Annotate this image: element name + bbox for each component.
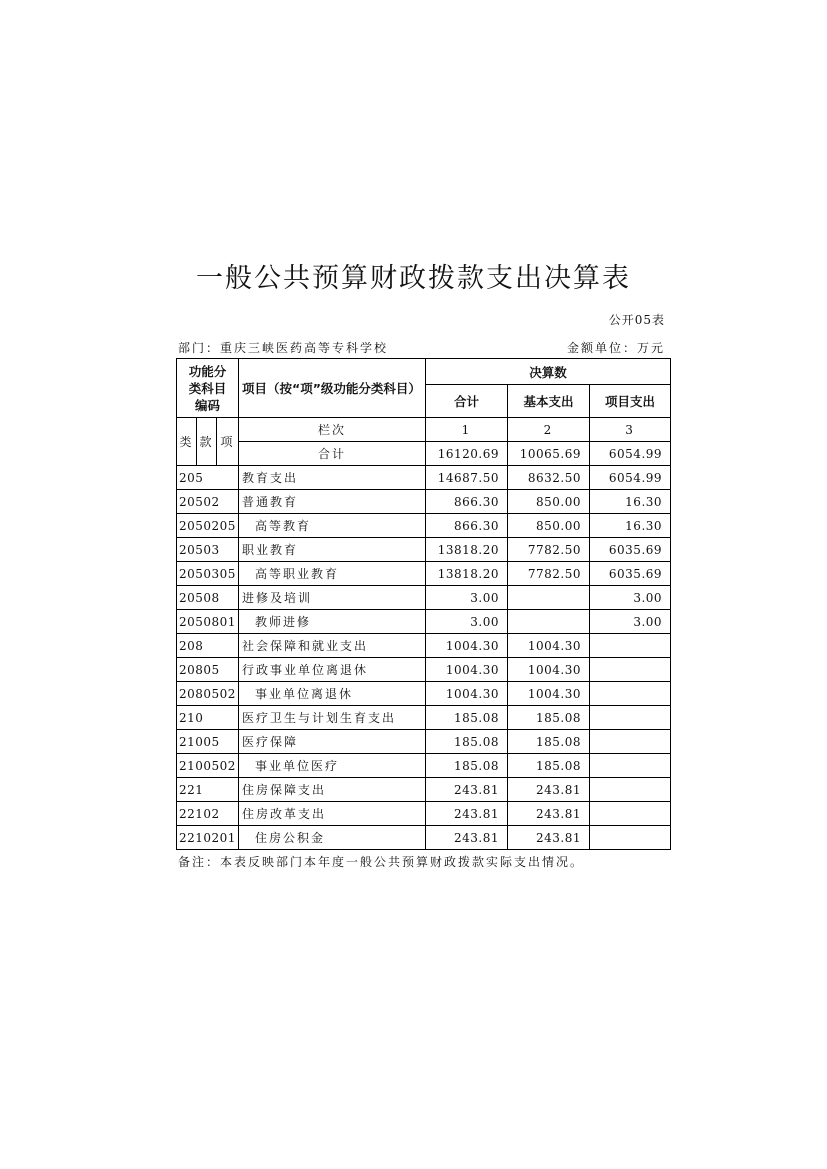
row-code: 22102: [177, 802, 239, 826]
row-project: 3.00: [590, 586, 671, 610]
unit-label: 金额单位：万元: [566, 341, 665, 355]
row-project: [590, 826, 671, 850]
row-code: 2080502: [177, 682, 239, 706]
row-basic: 243.81: [508, 826, 590, 850]
row-code: 2050305: [177, 562, 239, 586]
table-row: [177, 466, 671, 490]
header-final-amount: 决算数: [426, 359, 671, 385]
row-basic: 185.08: [508, 706, 590, 730]
sum-project: 6054.99: [590, 442, 671, 466]
row-basic: 850.00: [508, 490, 590, 514]
row-code: 20805: [177, 658, 239, 682]
header-basic: 基本支出: [508, 385, 590, 418]
row-basic: [508, 610, 590, 634]
header-item: 项目（按“项”级功能分类科目）: [239, 359, 426, 418]
header-lanci: 栏次: [239, 418, 426, 442]
row-project: [590, 634, 671, 658]
header-project: 项目支出: [590, 385, 671, 418]
row-total: 866.30: [426, 490, 508, 514]
sum-basic: 10065.69: [508, 442, 590, 466]
row-total: 1004.30: [426, 682, 508, 706]
row-code: 20508: [177, 586, 239, 610]
table-row: [177, 490, 671, 514]
row-basic: 185.08: [508, 730, 590, 754]
sum-total: 16120.69: [426, 442, 508, 466]
row-item-name: 社会保障和就业支出: [239, 634, 426, 658]
table-row: [177, 562, 671, 586]
row-project: [590, 802, 671, 826]
row-project: 3.00: [590, 610, 671, 634]
row-project: 6035.69: [590, 562, 671, 586]
row-item-name: 高等职业教育: [239, 562, 426, 586]
table-row: [177, 514, 671, 538]
row-item-name: 住房保障支出: [239, 778, 426, 802]
table-row: [177, 658, 671, 682]
row-total: 243.81: [426, 802, 508, 826]
row-code: 21005: [177, 730, 239, 754]
table-row: [177, 802, 671, 826]
table-row: [177, 610, 671, 634]
page-title: 一般公共预算财政拨款支出决算表: [196, 263, 631, 294]
footnote: 备注：本表反映部门本年度一般公共预算财政拨款实际支出情况。: [178, 855, 585, 869]
row-basic: 1004.30: [508, 682, 590, 706]
row-item-name: 住房改革支出: [239, 802, 426, 826]
row-total: 185.08: [426, 754, 508, 778]
row-code: 2050205: [177, 514, 239, 538]
row-basic: 7782.50: [508, 538, 590, 562]
row-total: 14687.50: [426, 466, 508, 490]
row-item-name: 高等教育: [239, 514, 426, 538]
row-item-name: 行政事业单位离退休: [239, 658, 426, 682]
row-basic: 1004.30: [508, 634, 590, 658]
row-total: 243.81: [426, 778, 508, 802]
department-label: 部门：重庆三峡医药高等专科学校: [178, 341, 389, 355]
row-project: [590, 682, 671, 706]
row-basic: 243.81: [508, 778, 590, 802]
row-project: [590, 706, 671, 730]
row-basic: 850.00: [508, 514, 590, 538]
sum-label: 合计: [239, 442, 426, 466]
row-item-name: 进修及培训: [239, 586, 426, 610]
row-code: 2050801: [177, 610, 239, 634]
row-project: 16.30: [590, 490, 671, 514]
table-row: [177, 778, 671, 802]
header-col1: 1: [426, 418, 508, 442]
header-lei: 类: [177, 418, 197, 466]
row-code: 2100502: [177, 754, 239, 778]
row-project: 6035.69: [590, 538, 671, 562]
row-basic: 7782.50: [508, 562, 590, 586]
row-item-name: 教师进修: [239, 610, 426, 634]
row-project: [590, 730, 671, 754]
header-func-code: 功能分类科目编码: [177, 359, 239, 418]
table-row: [177, 826, 671, 850]
row-project: [590, 778, 671, 802]
row-total: 3.00: [426, 610, 508, 634]
header-col3: 3: [590, 418, 671, 442]
table-row: [177, 730, 671, 754]
row-basic: 185.08: [508, 754, 590, 778]
header-kuan: 款: [197, 418, 217, 466]
row-total: 3.00: [426, 586, 508, 610]
table-row: [177, 706, 671, 730]
table-row: [177, 538, 671, 562]
row-project: 16.30: [590, 514, 671, 538]
expenditure-table: [176, 358, 671, 850]
header-total: 合计: [426, 385, 508, 418]
header-xiang: 项: [217, 418, 239, 466]
row-total: 13818.20: [426, 562, 508, 586]
row-project: [590, 754, 671, 778]
row-total: 1004.30: [426, 634, 508, 658]
row-total: 185.08: [426, 730, 508, 754]
row-item-name: 教育支出: [239, 466, 426, 490]
row-item-name: 住房公积金: [239, 826, 426, 850]
row-basic: 8632.50: [508, 466, 590, 490]
row-code: 221: [177, 778, 239, 802]
table-row: [177, 586, 671, 610]
row-item-name: 普通教育: [239, 490, 426, 514]
table-row: [177, 634, 671, 658]
row-item-name: 事业单位医疗: [239, 754, 426, 778]
row-code: 20503: [177, 538, 239, 562]
row-project: [590, 658, 671, 682]
row-basic: 243.81: [508, 802, 590, 826]
row-basic: 1004.30: [508, 658, 590, 682]
table-row: [177, 754, 671, 778]
row-total: 13818.20: [426, 538, 508, 562]
row-total: 1004.30: [426, 658, 508, 682]
row-item-name: 职业教育: [239, 538, 426, 562]
row-code: 208: [177, 634, 239, 658]
header-col2: 2: [508, 418, 590, 442]
form-number: 公开05表: [608, 313, 665, 327]
row-item-name: 事业单位离退休: [239, 682, 426, 706]
table-row: [177, 682, 671, 706]
row-basic: [508, 586, 590, 610]
row-total: 866.30: [426, 514, 508, 538]
row-item-name: 医疗卫生与计划生育支出: [239, 706, 426, 730]
row-code: 20502: [177, 490, 239, 514]
row-total: 185.08: [426, 706, 508, 730]
row-item-name: 医疗保障: [239, 730, 426, 754]
row-code: 210: [177, 706, 239, 730]
row-total: 243.81: [426, 826, 508, 850]
row-code: 205: [177, 466, 239, 490]
row-code: 2210201: [177, 826, 239, 850]
row-project: 6054.99: [590, 466, 671, 490]
